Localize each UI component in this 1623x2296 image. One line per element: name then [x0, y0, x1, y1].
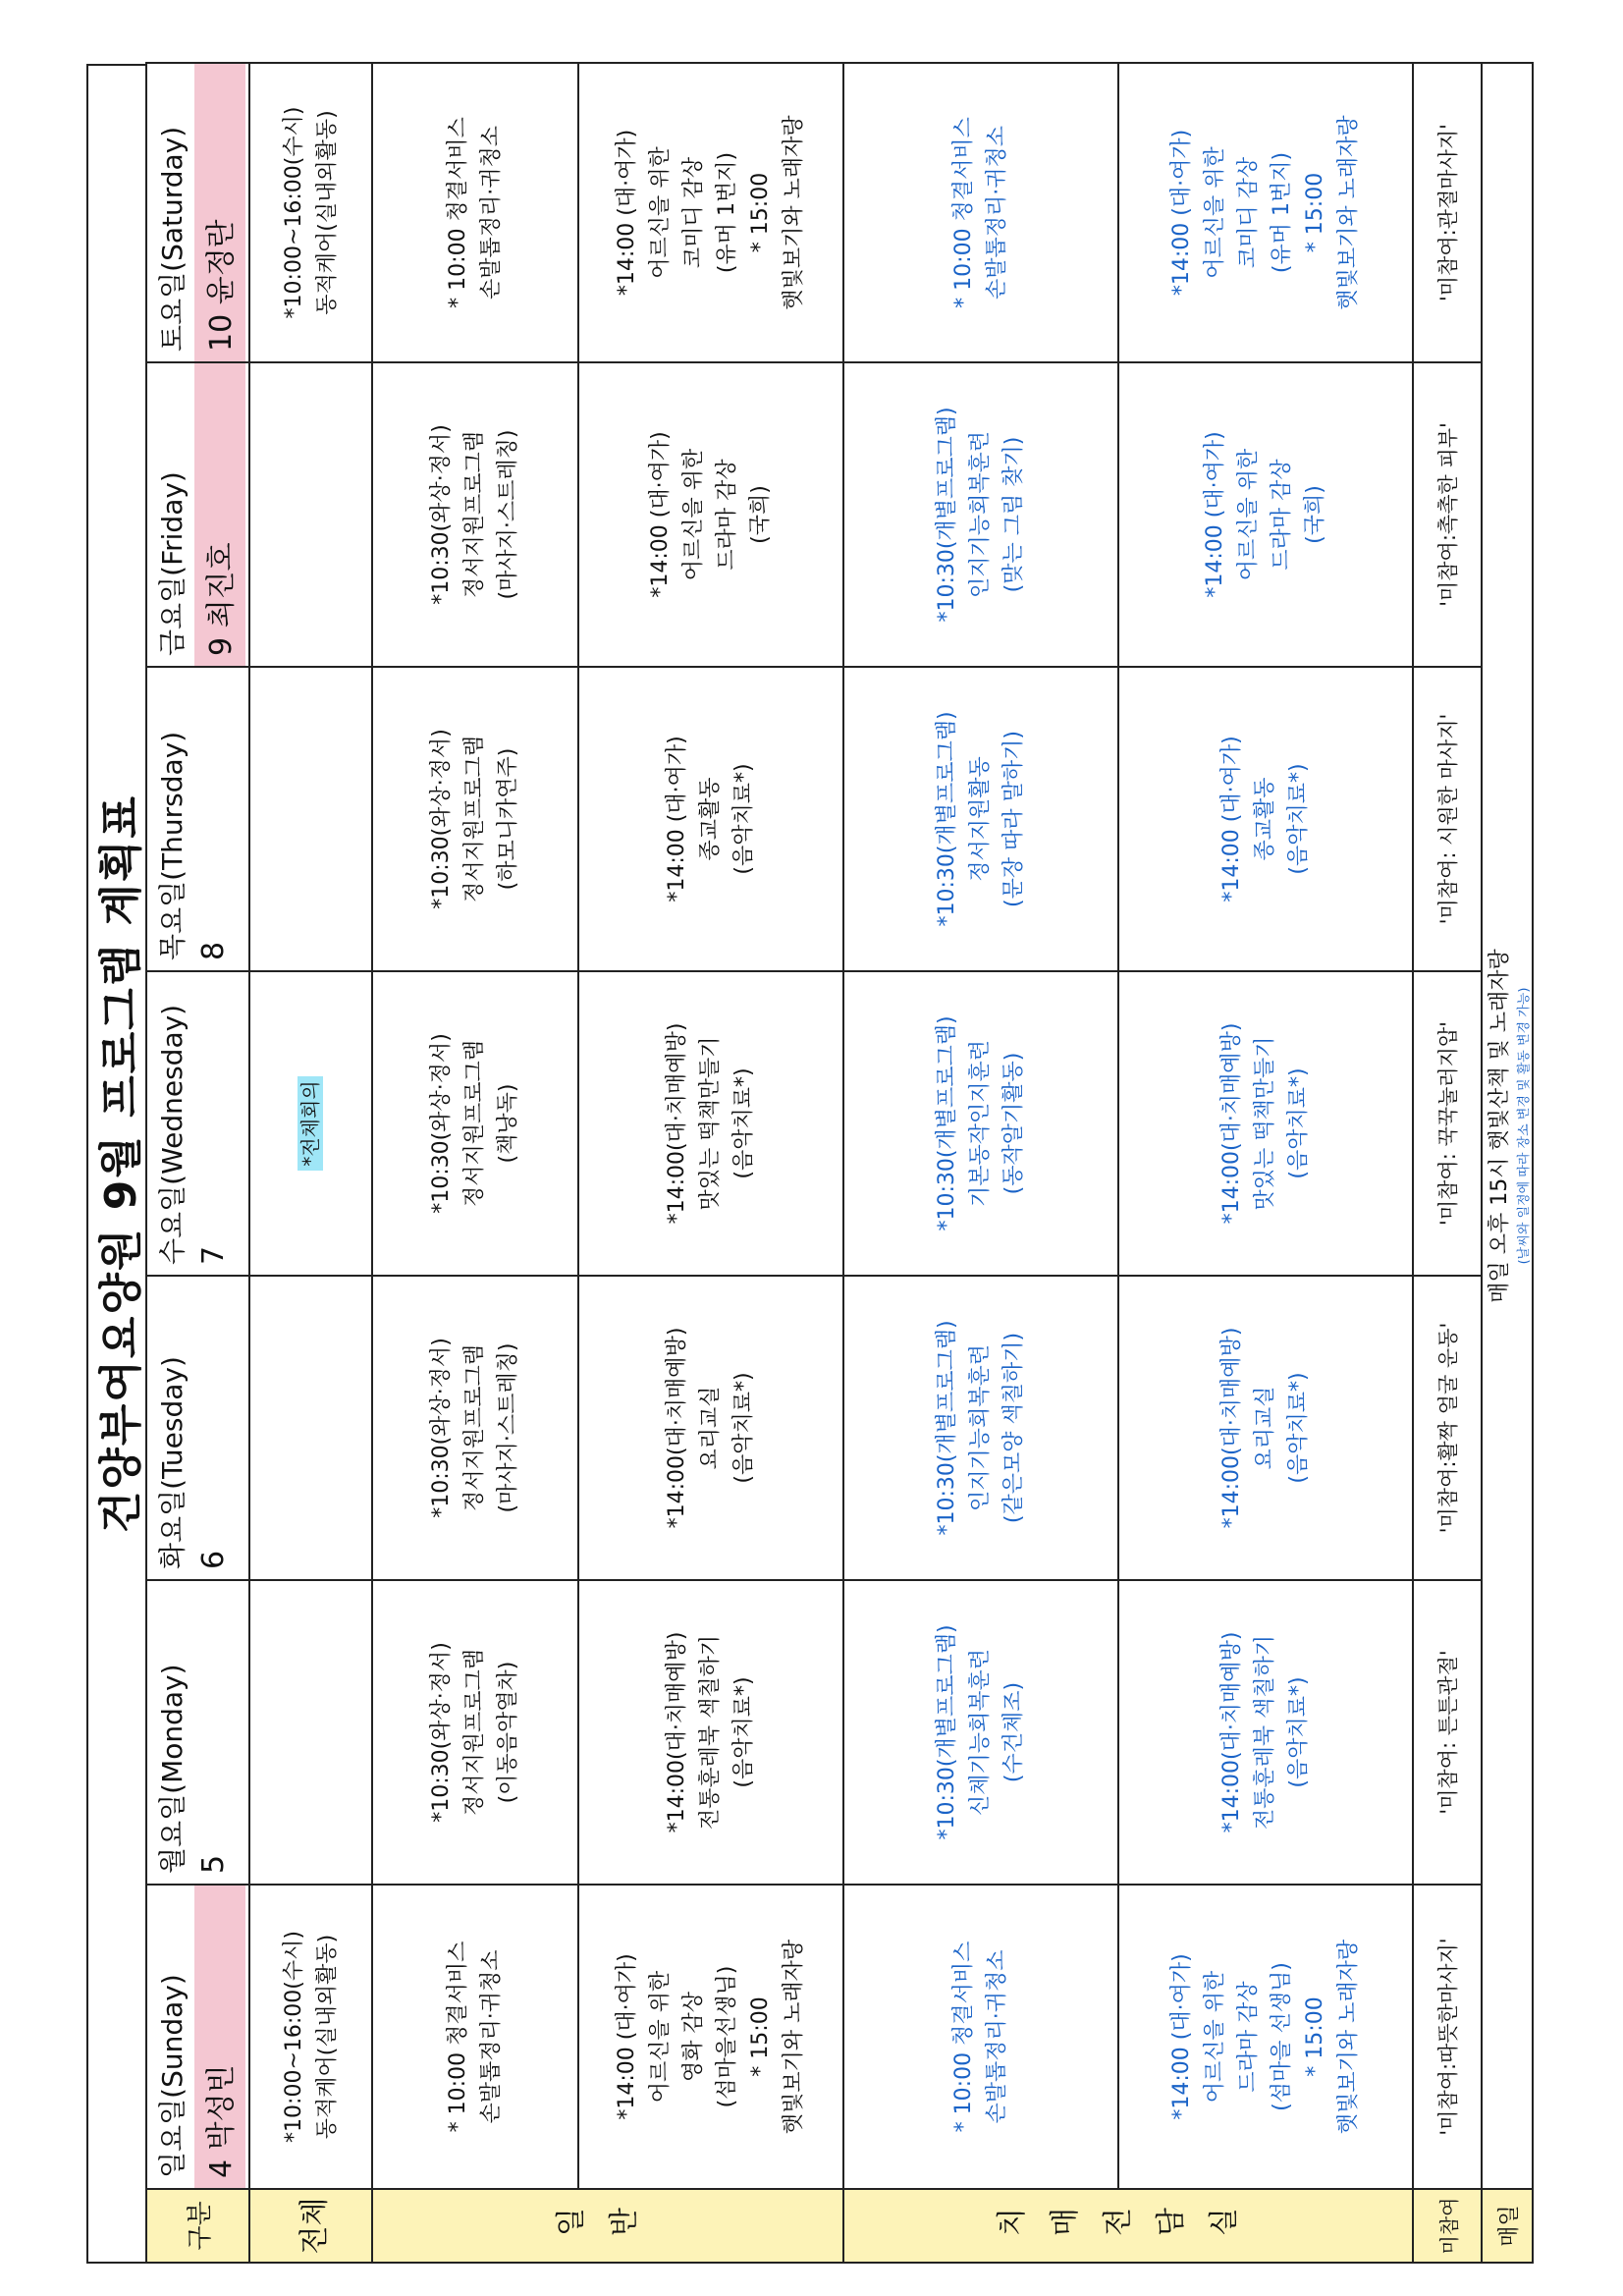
cell-dementia-pm-tue	[1118, 1276, 1413, 1580]
cell-line: 햇빛보기와 노래자랑	[782, 1939, 806, 2135]
cell-line: *14:00 (대·여가)	[615, 129, 639, 297]
daily-subnote: (날씨와 일정에 따라 장소 변경 및 활동 변경 가능)	[1517, 987, 1532, 1265]
cell-line: * 10:00 청결서비스	[951, 1941, 976, 2133]
cell-line: (음악치료*)	[1286, 1372, 1311, 1484]
day-header-wed	[146, 971, 249, 1276]
day-number: 8	[196, 941, 231, 960]
cell-dementia-am-thu	[843, 667, 1118, 971]
cell-line: 어르신을 위한	[681, 448, 706, 581]
cell-all-tue	[249, 1276, 372, 1580]
cell-line: 손발톱정리·귀청소	[985, 1949, 1009, 2124]
cell-general-pm-mon	[578, 1580, 843, 1885]
cell-all-sun	[249, 1885, 372, 2189]
cell-line: 코미디 감상	[1236, 156, 1261, 269]
row-non-participant	[1413, 63, 1482, 2263]
cell-line: *10:30(개별프로그램)	[935, 1624, 959, 1840]
cell-line: (책낭독)	[496, 1083, 520, 1164]
cell-line: * 10:00 청결서비스	[446, 1941, 470, 2133]
cell-line: *10:30(와상·정서)	[429, 1033, 454, 1214]
cell-line: 종교활동	[1253, 777, 1277, 861]
cell-line: * 10:00 청결서비스	[446, 117, 470, 308]
row-label-dementia: 치매전담실	[843, 2189, 1413, 2263]
cell-line: *14:00 (대·여가)	[1169, 1953, 1194, 2120]
cell-line: *10:30(개별프로그램)	[935, 1015, 959, 1231]
non-participant-thu: '미참여: 시원한 마사지'	[1413, 667, 1482, 971]
day-name: 수요일(Wednesday)	[156, 1004, 189, 1265]
cell-line: (마사지·스트레칭)	[496, 429, 520, 600]
cell-line: (유머 1번지)	[715, 151, 739, 274]
program-schedule-sheet	[86, 64, 1530, 2264]
cell-line: *14:00 (대·여가)	[1169, 129, 1194, 297]
header-row	[146, 63, 249, 2263]
cell-line: 정서지원프로그램	[462, 1039, 487, 1208]
cell-line: (음악치료*)	[731, 763, 756, 875]
cell-all-fri	[249, 362, 372, 667]
cell-line: 전통훈레북 색칠하기	[1253, 1634, 1277, 1831]
daily-text: 매일 오후 15시 햇빛산책 및 노래자랑	[1488, 949, 1512, 1303]
cell-general-am-sun	[372, 1885, 578, 2189]
cell-line: *10:30(개별프로그램)	[935, 711, 959, 927]
cell-general-pm-thu	[578, 667, 843, 971]
cell-line: 기본동작인지훈련	[968, 1039, 993, 1208]
cell-line: 손발톱정리·귀청소	[479, 1949, 504, 2124]
cell-all-sat	[249, 63, 372, 362]
cell-line: 어르신을 위한	[1203, 146, 1227, 279]
cell-line: 정서지원활동	[968, 756, 993, 882]
cell-line: (하모니카연주)	[496, 747, 520, 891]
cell-line: *10:30(개별프로그램)	[935, 407, 959, 623]
cell-dementia-am-fri	[843, 362, 1118, 667]
cell-general-pm-tue	[578, 1276, 843, 1580]
cell-line: (국희)	[748, 485, 773, 544]
cell-dementia-pm-mon	[1118, 1580, 1413, 1885]
cell-dementia-am-wed	[843, 971, 1118, 1276]
cell-line: (음악치료*)	[1286, 1067, 1311, 1179]
cell-line: (섬마을선생님)	[715, 1965, 739, 2108]
day-name: 월요일(Monday)	[156, 1664, 189, 1874]
cell-general-am-tue	[372, 1276, 578, 1580]
day-name: 일요일(Sunday)	[156, 1974, 189, 2178]
cell-line: 정서지원프로그램	[462, 1648, 487, 1817]
cell-general-pm-wed	[578, 971, 843, 1276]
cell-line: 인지기능회복훈련	[968, 430, 993, 599]
non-participant-sun: '미참여:따뜻한마사지'	[1413, 1885, 1482, 2189]
cell-line: *14:00(대·치매예방)	[665, 1327, 689, 1529]
cell-line: *10:30(와상·정서)	[429, 1338, 454, 1518]
row-label-daily: 매일	[1482, 2189, 1533, 2263]
cell-line: 영화 감상	[681, 1992, 706, 2083]
day-number: 4 박성빈	[194, 1886, 245, 2188]
row-dementia-pm	[1118, 63, 1413, 2263]
cell-line: 어르신을 위한	[648, 1970, 673, 2104]
schedule-table	[145, 62, 1534, 2264]
cell-general-am-fri	[372, 362, 578, 667]
cell-line: * 15:00	[1303, 172, 1327, 253]
row-label-general: 일반	[372, 2189, 843, 2263]
cell-line: 햇빛보기와 노래자랑	[1336, 115, 1361, 310]
day-number: 6	[196, 1550, 231, 1569]
cell-dementia-pm-wed	[1118, 971, 1413, 1276]
row-daily	[1482, 63, 1533, 2263]
cell-line: 동적케어(실내외활동)	[314, 110, 340, 315]
cell-line: 코미디 감상	[681, 156, 706, 269]
cell-line: 햇빛보기와 노래자랑	[782, 115, 806, 310]
cell-line: * 10:00 청결서비스	[951, 117, 976, 308]
cell-line: 어르신을 위한	[1236, 448, 1261, 581]
category-header: 구분	[146, 2189, 249, 2263]
cell-line: * 15:00	[748, 172, 773, 253]
cell-all-wed	[249, 971, 372, 1276]
cell-dementia-pm-sat	[1118, 63, 1413, 362]
cell-line: 동적케어(실내외활동)	[314, 1934, 340, 2140]
cell-line: *14:00(대·치매예방)	[1219, 1631, 1244, 1833]
cell-line: (수건체조)	[1001, 1681, 1026, 1783]
day-name: 금요일(Friday)	[156, 471, 189, 656]
day-header-fri	[146, 362, 249, 667]
page-title: 건양부여요양원 9월 프로그램 계획표	[86, 64, 147, 2264]
day-header-mon	[146, 1580, 249, 1885]
cell-line: *14:00 (대·여가)	[648, 431, 673, 598]
cell-line: 인지기능회복훈련	[968, 1343, 993, 1512]
row-label-non-participant: 미참여	[1413, 2189, 1482, 2263]
cell-all-thu	[249, 667, 372, 971]
non-participant-sat: '미참여:관절마사지'	[1413, 63, 1482, 362]
row-label-all: 전체	[249, 2189, 372, 2263]
row-all	[249, 63, 372, 2263]
cell-dementia-pm-fri	[1118, 362, 1413, 667]
day-name: 목요일(Thursday)	[156, 731, 189, 960]
cell-line: 전통훈레북 색칠하기	[698, 1634, 723, 1831]
cell-line: 손발톱정리·귀청소	[479, 126, 504, 301]
cell-dementia-am-mon	[843, 1580, 1118, 1885]
cell-line: (마사지·스트레칭)	[496, 1342, 520, 1513]
day-name: 토요일(Saturday)	[156, 126, 189, 352]
cell-line: 드라마 감상	[1236, 1981, 1261, 2093]
non-participant-mon: '미참여: 튼튼관절'	[1413, 1580, 1482, 1885]
cell-line: *14:00(대·치매예방)	[1219, 1327, 1244, 1529]
cell-line: (음악치료*)	[1286, 763, 1311, 875]
cell-line: 정서지원프로그램	[462, 735, 487, 903]
day-header-sat	[146, 63, 249, 362]
cell-line: *14:00(대·치매예방)	[665, 1022, 689, 1225]
day-number: 10 윤정란	[194, 64, 245, 361]
cell-line: *14:00(대·치매예방)	[665, 1631, 689, 1833]
row-dementia-am	[843, 63, 1118, 2263]
cell-line: (음악치료*)	[731, 1372, 756, 1484]
meeting-badge: *전체회의	[298, 1076, 323, 1170]
cell-line: 햇빛보기와 노래자랑	[1336, 1939, 1361, 2135]
non-participant-wed: '미참여: 꾹꾹눌러지압'	[1413, 971, 1482, 1276]
cell-line: *10:30(개별프로그램)	[935, 1320, 959, 1536]
cell-line: *14:00(대·치매예방)	[1219, 1022, 1244, 1225]
cell-line: (이동음악열차)	[496, 1661, 520, 1804]
cell-line: (국희)	[1303, 485, 1327, 544]
cell-general-am-wed	[372, 971, 578, 1276]
cell-line: * 15:00	[1303, 1996, 1327, 2077]
cell-line: *14:00 (대·여가)	[1203, 431, 1227, 598]
cell-general-am-mon	[372, 1580, 578, 1885]
cell-dementia-am-tue	[843, 1276, 1118, 1580]
cell-line: *14:00 (대·여가)	[1219, 736, 1244, 902]
cell-general-pm-sun	[578, 1885, 843, 2189]
cell-line: 맛있는 떡책만들기	[1253, 1036, 1277, 1211]
cell-line: *14:00 (대·여가)	[665, 736, 689, 902]
cell-line: 정서지원프로그램	[462, 430, 487, 599]
cell-general-pm-fri	[578, 362, 843, 667]
cell-line: *10:30(와상·정서)	[429, 1642, 454, 1823]
day-header-thu	[146, 667, 249, 971]
cell-line: 손발톱정리·귀청소	[985, 126, 1009, 301]
cell-line: *14:00 (대·여가)	[615, 1953, 639, 2120]
cell-dementia-am-sun	[843, 1885, 1118, 2189]
cell-line: 요리교실	[1253, 1386, 1277, 1470]
cell-line: (음악치료*)	[731, 1676, 756, 1788]
cell-line: (음악치료*)	[731, 1067, 756, 1179]
cell-line: (같은모양 색칠하기)	[1001, 1332, 1026, 1524]
row-general-pm	[578, 63, 843, 2263]
cell-dementia-am-sat	[843, 63, 1118, 362]
cell-line: (유머 1번지)	[1270, 151, 1294, 274]
cell-line: 드라마 감상	[715, 459, 739, 571]
cell-line: (문장 따라 말하기)	[1001, 731, 1026, 907]
day-number: 9 최진호	[194, 363, 245, 666]
daily-note-cell	[1482, 63, 1533, 2189]
cell-dementia-pm-sun	[1118, 1885, 1413, 2189]
cell-line: * 15:00	[748, 1996, 773, 2077]
day-number: 7	[196, 1245, 231, 1265]
cell-line: *10:00~16:00(수시)	[281, 1931, 306, 2143]
day-name: 화요일(Tuesday)	[156, 1356, 189, 1569]
cell-line: 정서지원프로그램	[462, 1343, 487, 1512]
cell-line: 어르신을 위한	[1203, 1970, 1227, 2104]
cell-line: (맞는 그림 찾기)	[1001, 436, 1026, 593]
cell-all-mon	[249, 1580, 372, 1885]
day-header-sun	[146, 1885, 249, 2189]
cell-general-am-sat	[372, 63, 578, 362]
row-general-am	[372, 63, 578, 2263]
cell-line: (동작알기활동)	[1001, 1052, 1026, 1195]
non-participant-fri: '미참여:촉촉한 피부'	[1413, 362, 1482, 667]
cell-line: 맛있는 떡책만들기	[698, 1036, 723, 1211]
non-participant-tue: '미참여:활짝 얼굴 운동'	[1413, 1276, 1482, 1580]
day-header-tue	[146, 1276, 249, 1580]
cell-general-pm-sat	[578, 63, 843, 362]
cell-line: (음악치료*)	[1286, 1676, 1311, 1788]
cell-line: 드라마 감상	[1270, 459, 1294, 571]
cell-dementia-pm-thu	[1118, 667, 1413, 971]
cell-line: *10:00~16:00(수시)	[281, 106, 306, 319]
cell-line: 종교활동	[698, 777, 723, 861]
day-number: 5	[196, 1854, 231, 1874]
cell-line: 요리교실	[698, 1386, 723, 1470]
cell-line: (섬마을 선생님)	[1270, 1962, 1294, 2111]
cell-line: *10:30(와상·정서)	[429, 424, 454, 605]
cell-general-am-thu	[372, 667, 578, 971]
cell-line: *10:30(와상·정서)	[429, 729, 454, 909]
cell-line: 어르신을 위한	[648, 146, 673, 279]
cell-line: 신체기능회복훈련	[968, 1648, 993, 1817]
